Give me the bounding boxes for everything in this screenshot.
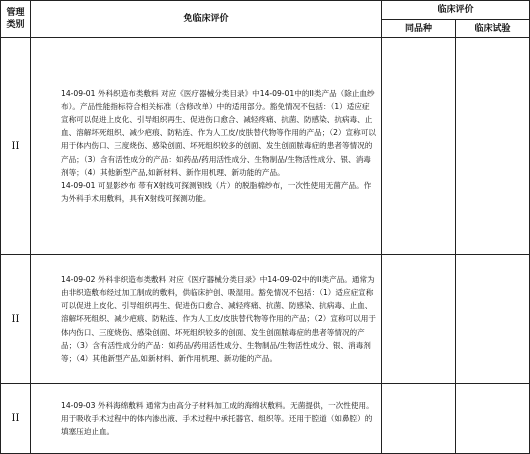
same-variety-cell [382, 255, 456, 384]
row-description [31, 38, 382, 255]
header-clinical-evaluation: 临床评价 [382, 1, 530, 20]
clinical-trial-cell [456, 38, 530, 255]
table-row [1, 384, 530, 454]
paragraph: 14-09-03 外科海绵敷料 通常为由高分子材料加工成的海绵状敷料。无菌提供，一次性使用。用于吸收手术过程中的体内渗出液、手术过程中承托器官、组织等。还用于腔道（如鼻腔）的填塞压迫止血。 [61, 400, 374, 437]
clinical-trial-cell [456, 255, 530, 384]
row-class: II [1, 384, 31, 454]
paragraph: 14-09-01 可显影纱布 带有X射线可探测钡线（片）的脱脂棉纱布，一次性使用无菌产品。作为外科手术用敷料，具有X射线可探测功能。 [61, 181, 372, 204]
paragraph: 14-09-02 外科非织造布类敷料 对应《医疗器械分类目录》中14-09-02中的II类产品。通常为由非织造敷布经过加工制成的敷料，供临床护创、吸湿用。豁免情况不包括：（1）适应症宣称可以促进上皮化、引导组织再生、促进伤口愈合、减轻疼痛、抗菌、防感染、抗病毒、止血、溶解坏死组织、减少疤痕、防粘连、作为人工皮/皮肤替代物等作用的产品；（2）宣称可以用于体内伤口、三度烧伤、感染创面、坏死组织较多的创面、发生创面脓毒症的患者等情况的产品；（3）含有活性成分的产品：如药品/药用活性成分、生物制品/生物活性成分、银、消毒剂等；（4）其他新型产品,如新材料、新作用机理、新功能的产品。 [61, 274, 376, 363]
row-description [31, 255, 382, 384]
table-row [1, 255, 530, 384]
paragraph: 14-09-01 外科织造布类敷料 对应《医疗器械分类目录》中14-09-01中的II类产品（除止血纱布）。产品性能指标符合相关标准（含修改单）中的适用部分。豁免情况不包括：（1）适应症宣称可以促进上皮化、引导组织再生、促进伤口愈合、减轻疼痛、抗菌、防感染、抗病毒、止血、溶解坏死组织、减少疤痕、防粘连、作为人工皮/皮肤替代物等作用的产品；（2）宣称可以用于体内伤口、三度烧伤、感染创面、坏死组织较多的创面、发生创面脓毒症的患者等情况的产品；（3）含有活性成分的产品：如药品/药用活性成分、生物制品/生物活性成分、银、消毒剂等；（4）其他新型产品,如新材料、新作用机理、新功能的产品。 [61, 88, 376, 177]
header-same-variety: 同品种 [382, 20, 456, 38]
header-exemption: 免临床评价 [31, 1, 382, 38]
same-variety-cell [382, 38, 456, 255]
row-class: II [1, 255, 31, 384]
header-management-class: 管理 类别 [1, 1, 31, 38]
row-class: II [1, 38, 31, 255]
clinical-trial-cell [456, 384, 530, 454]
header-clinical-trial: 临床试验 [456, 20, 530, 38]
row-description [31, 384, 382, 454]
same-variety-cell [382, 384, 456, 454]
table-row [1, 38, 530, 255]
